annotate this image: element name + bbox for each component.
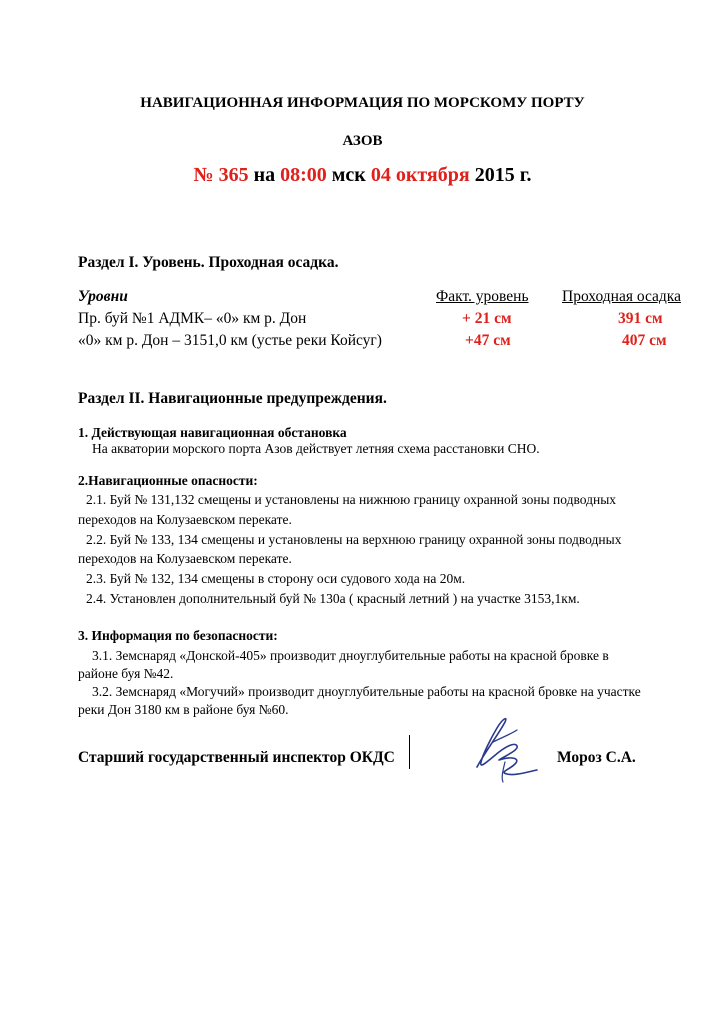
signatory-name: Мороз С.А. xyxy=(557,749,636,766)
p3-item: районе буя №42. xyxy=(78,666,174,681)
signatory-position: Старший государственный инспектор ОКДС xyxy=(78,749,395,766)
p1-title: 1. Действующая навигационная обстановка xyxy=(78,425,347,440)
level-row-2-name: «0» км р. Дон – 3151,0 км (устье реки Койсуг) xyxy=(78,332,382,349)
p2-item: переходов на Колузаевском перекате. xyxy=(78,551,292,566)
level-row-1-name: Пр. буй №1 АДМК– «0» км р. Дон xyxy=(78,310,307,327)
signature-divider xyxy=(409,735,410,769)
level-row-2-draft: 407 см xyxy=(622,332,667,349)
col-draft: Проходная осадка xyxy=(562,288,681,305)
document-title: НАВИГАЦИОННАЯ ИНФОРМАЦИЯ ПО МОРСКОМУ ПОРТУ xyxy=(140,95,585,111)
p2-item: переходов на Колузаевском перекате. xyxy=(78,512,292,527)
p3-item: реки Дон 3180 км в районе буя №60. xyxy=(78,702,289,717)
section1-title: Раздел I. Уровень. Проходная осадка. xyxy=(78,254,339,271)
level-row-2-fact: +47 см xyxy=(465,332,511,349)
bulletin-time: 08:00 xyxy=(280,164,327,186)
level-row-1-fact: + 21 см xyxy=(462,310,512,327)
bulletin-line xyxy=(0,164,725,187)
bulletin-date: 04 октября xyxy=(370,164,470,186)
p2-item: 2.1. Буй № 131,132 смещены и установлены на нижнюю границу охранной зоны подводных xyxy=(86,492,617,507)
bulletin-year: 2015 г. xyxy=(474,164,532,186)
p1-text: На акватории морского порта Азов действует летняя схема расстановки СНО. xyxy=(92,441,540,456)
bulletin-number: 365 xyxy=(218,164,249,186)
p3-title: 3. Информация по безопасности: xyxy=(78,628,278,643)
p3-item: 3.2. Земснаряд «Могучий» производит дноуглубительные работы на красной бровке на участке xyxy=(92,684,641,699)
at-label: на xyxy=(253,164,276,186)
number-prefix: № xyxy=(193,164,214,186)
p2-title: 2.Навигационные опасности: xyxy=(78,473,258,488)
tz-label: мск xyxy=(331,164,366,186)
col-levels: Уровни xyxy=(78,288,128,305)
p3-item: 3.1. Земснаряд «Донской-405» производит дноуглубительные работы на красной бровке в xyxy=(92,648,609,663)
level-row-1-draft: 391 см xyxy=(618,310,663,327)
section2-title: Раздел II. Навигационные предупреждения. xyxy=(78,390,387,407)
handwritten-signature-icon xyxy=(455,712,545,787)
port-name: АЗОВ xyxy=(342,133,383,149)
p2-item: 2.3. Буй № 132, 134 смещены в сторону оси судового хода на 20м. xyxy=(86,571,466,586)
p2-item: 2.2. Буй № 133, 134 смещены и установлены на верхнюю границу охранной зоны подводных xyxy=(86,532,622,547)
col-fact: Факт. уровень xyxy=(436,288,529,305)
p2-item: 2.4. Установлен дополнительный буй № 130а ( красный летний ) на участке 3153,1км. xyxy=(86,591,580,606)
